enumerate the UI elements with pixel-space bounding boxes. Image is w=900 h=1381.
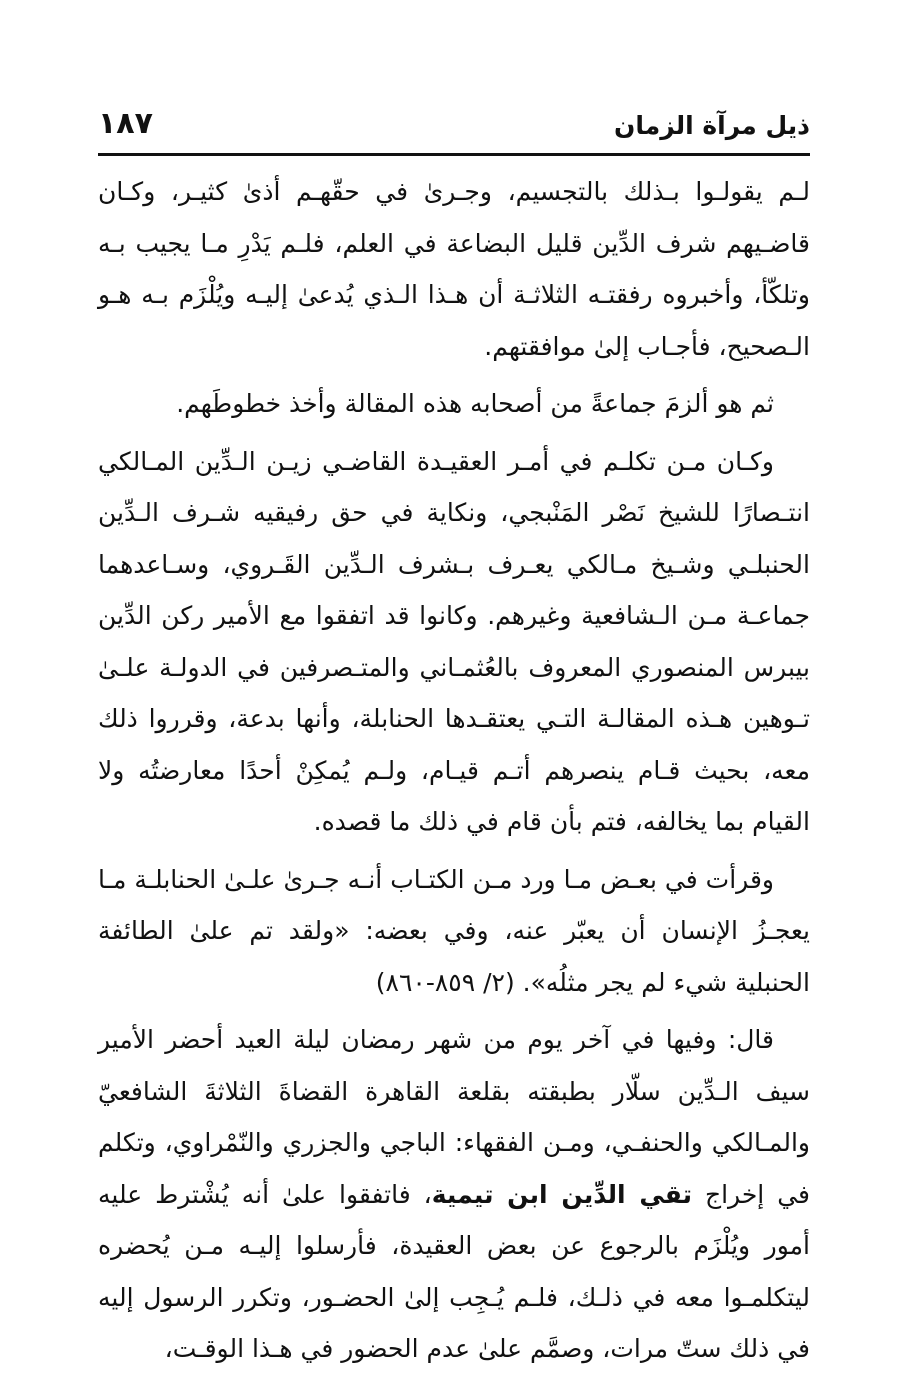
body-text — [98, 166, 810, 1381]
paragraph-text: قال: وفيها في آخر يوم من شهر رمضان ليلة العيد أحضر الأمير سيف الـدِّين سلّار بطبقته بقلعة القاهرة القضاةَ الثلاثةَ الشافعيّ والمـالكي والحنفـي، ومـن الفقهاء: الباجي والجزري والنّمْراوي، وتكلم في إخراج — [98, 1025, 810, 1209]
paragraph: لـم يقولـوا بـذلك بالتجسيم، وجـرىٰ في حقّهـم أذىٰ كثيـر، وكـان قاضـيهم شرف الدِّين قليل البضاعة في العلم، فلـم يَدْرِ مـا يجيب بـه وتلكّأ، وأخبروه رفقتـه الثلاثـة أن هـذا الـذي يُدعىٰ إليـه ويُلْزَم بـه هـو الـصحيح، فأجـاب إلىٰ موافقتهم. — [98, 177, 810, 361]
paragraph: وقرأت في بعـض مـا ورد مـن الكتـاب أنـه جـرىٰ علـىٰ الحنابلـة مـا يعجـزُ الإنسان أن يعبّر عنه، وفي بعضه: «ولقد تم علىٰ الطائفة الحنبلية شيء لم يجر مثلُه». (٢/ ٨٥٩-٨٦٠) — [98, 864, 810, 997]
header-divider — [98, 153, 810, 156]
bold-name: تقي الدِّين ابن تيمية — [431, 1179, 693, 1209]
page-header — [98, 100, 810, 152]
paragraph-text: ، فاتفقوا علىٰ أنه يُشْترط عليه أمور ويُلْزَم بالرجوع عن بعض العقيدة، فأرسلوا إليـه مـن يُحضره ليتكلمـوا معه في ذلـك، فلـم يُـجِب إلىٰ الحضـور، وتكرر الرسول إليه في ذلك ستّ مرات، وصمَّم علىٰ عدم الحضور في هـذا الوقـت، — [98, 1179, 810, 1363]
page-number: ١٨٧ — [98, 106, 153, 141]
paragraph — [98, 1014, 810, 1375]
paragraph: وكـان مـن تكلـم في أمـر العقيـدة القاضـي زيـن الـدِّين المـالكي انتـصارًا للشيخ نَصْر المَنْبجي، ونكاية في حق رفيقيه شـرف الـدِّين الحنبلـي وشـيخ مـالكي يعـرف بـشرف الـدِّين القَـروي، وسـاعدهما جماعـة مـن الـشافعية وغيرهم. وكانوا قد اتفقوا مع الأمير ركن الدِّين بيبرس المنصوري المعروف بالعُثمـاني والمتـصرفين في الدولـة علـىٰ تـوهين هـذه المقالـة التـي يعتقـدها الحنابلة، وأنها بدعة، وقرروا ذلك معه، بحيث قـام ينصرهم أتـم قيـام، ولـم يُمكِنْ أحدًا معارضتُه ولا القيام بما يخالفه، فتم بأن قام في ذلك ما قصده. — [98, 446, 810, 836]
paragraph: ثم هو ألزمَ جماعةً من أصحابه هذه المقالة وأخذ خطوطَهم. — [176, 389, 774, 418]
running-title: ذيل مرآة الزمان — [613, 111, 810, 140]
